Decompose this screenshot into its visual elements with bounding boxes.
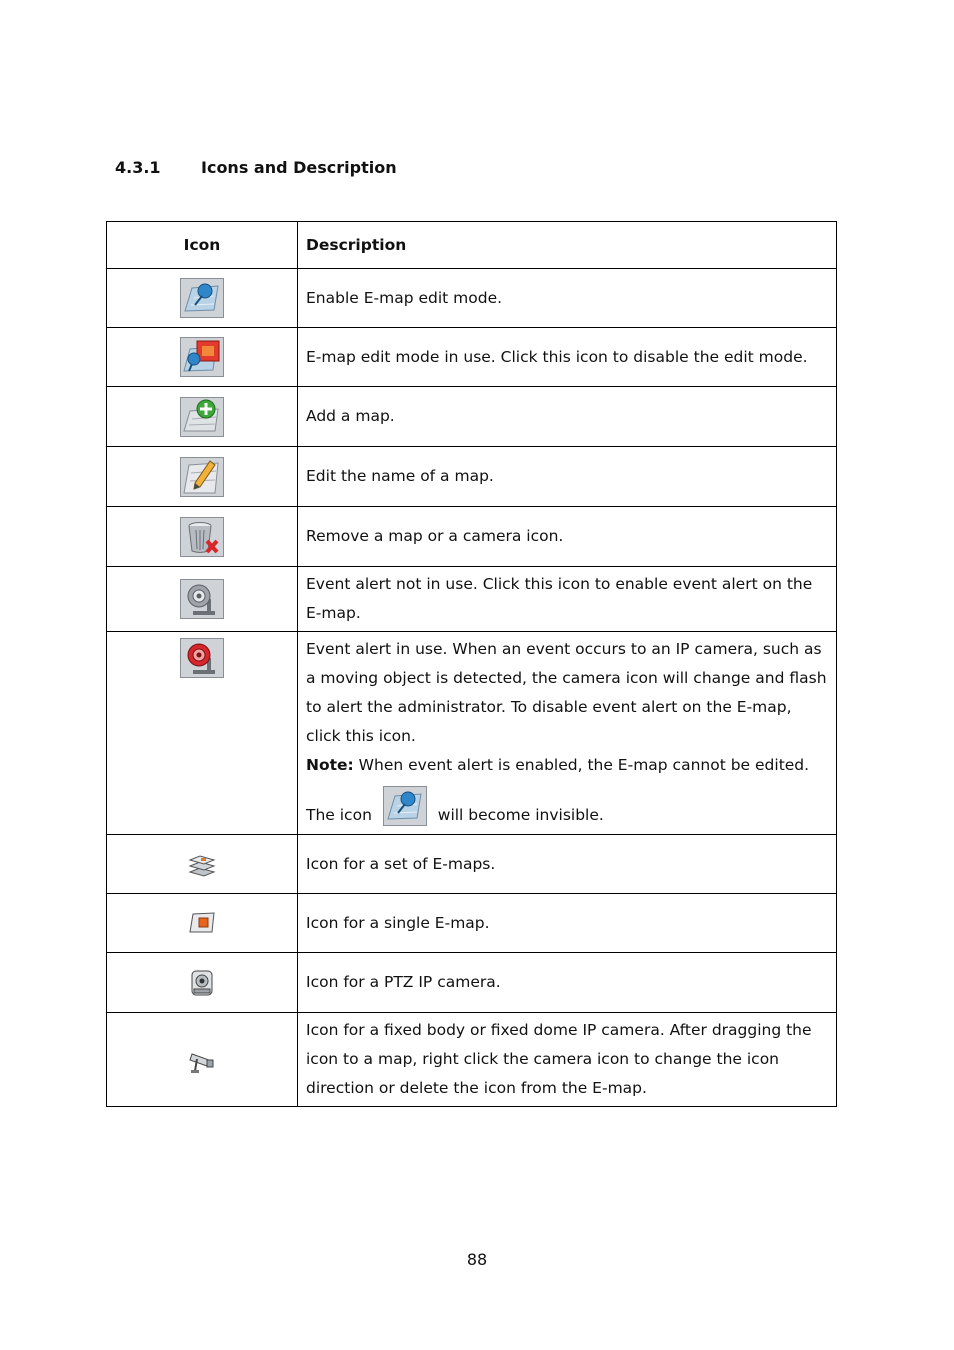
- table-row: [107, 632, 837, 835]
- table-row: [107, 567, 837, 632]
- description-column-header: Description: [298, 222, 837, 269]
- row-description: Icon for a single E-map.: [298, 894, 837, 953]
- map-edit-pin-icon: [180, 278, 224, 318]
- alarm-bell-off-icon: [180, 579, 224, 619]
- map-set-icon: [187, 849, 217, 879]
- table-header-row: [107, 222, 837, 269]
- single-map-icon: [187, 908, 217, 938]
- note-label: Note:: [306, 756, 354, 774]
- map-edit-pin-icon: [383, 786, 427, 826]
- row-description: Enable E-map edit mode.: [298, 269, 837, 328]
- fixed-camera-icon: [187, 1045, 217, 1075]
- page-number: 88: [466, 1250, 488, 1269]
- icon-line-before: The icon: [306, 806, 372, 824]
- row-description: Icon for a PTZ IP camera.: [298, 953, 837, 1013]
- icon-line-after: will become invisible.: [437, 806, 604, 824]
- icon-column-header: Icon: [107, 222, 298, 269]
- ptz-camera-icon: [187, 968, 217, 998]
- note-text: When event alert is enabled, the E-map cannot be edited.: [353, 756, 810, 774]
- row-description: Event alert not in use. Click this icon to enable event alert on the E-map.: [298, 567, 837, 632]
- section-heading: [115, 158, 397, 177]
- table-row: [107, 328, 837, 387]
- icon-invisible-line: [306, 786, 828, 830]
- table-row: [107, 1013, 837, 1107]
- edit-map-name-icon: [180, 457, 224, 497]
- map-edit-active-icon: [180, 337, 224, 377]
- row-description: Edit the name of a map.: [298, 447, 837, 507]
- row-description: Icon for a set of E-maps.: [298, 835, 837, 894]
- table-row: [107, 387, 837, 447]
- alarm-bell-on-icon: [180, 638, 224, 678]
- section-title: Icons and Description: [201, 158, 397, 177]
- table-row: [107, 953, 837, 1013]
- row-description: Icon for a fixed body or fixed dome IP camera. After dragging the icon to a map, right click the camera icon to change the icon direction or delete the icon from the E-map.: [298, 1013, 837, 1107]
- icons-table: [106, 221, 837, 1107]
- table-row: [107, 835, 837, 894]
- row-description: Remove a map or a camera icon.: [298, 507, 837, 567]
- row-description: Event alert in use. When an event occurs to an IP camera, such as a moving object is detected, the camera icon will change and flash to alert the administrator. To disable event alert on the E-map, click this icon.: [306, 640, 827, 745]
- section-number: 4.3.1: [115, 158, 161, 177]
- note-line: [306, 751, 828, 780]
- table-row: [107, 507, 837, 567]
- table-row: [107, 447, 837, 507]
- table-row: [107, 269, 837, 328]
- row-description: Add a map.: [298, 387, 837, 447]
- table-row: [107, 894, 837, 953]
- add-map-icon: [180, 397, 224, 437]
- row-description: E-map edit mode in use. Click this icon to disable the edit mode.: [298, 328, 837, 387]
- remove-trash-icon: [180, 517, 224, 557]
